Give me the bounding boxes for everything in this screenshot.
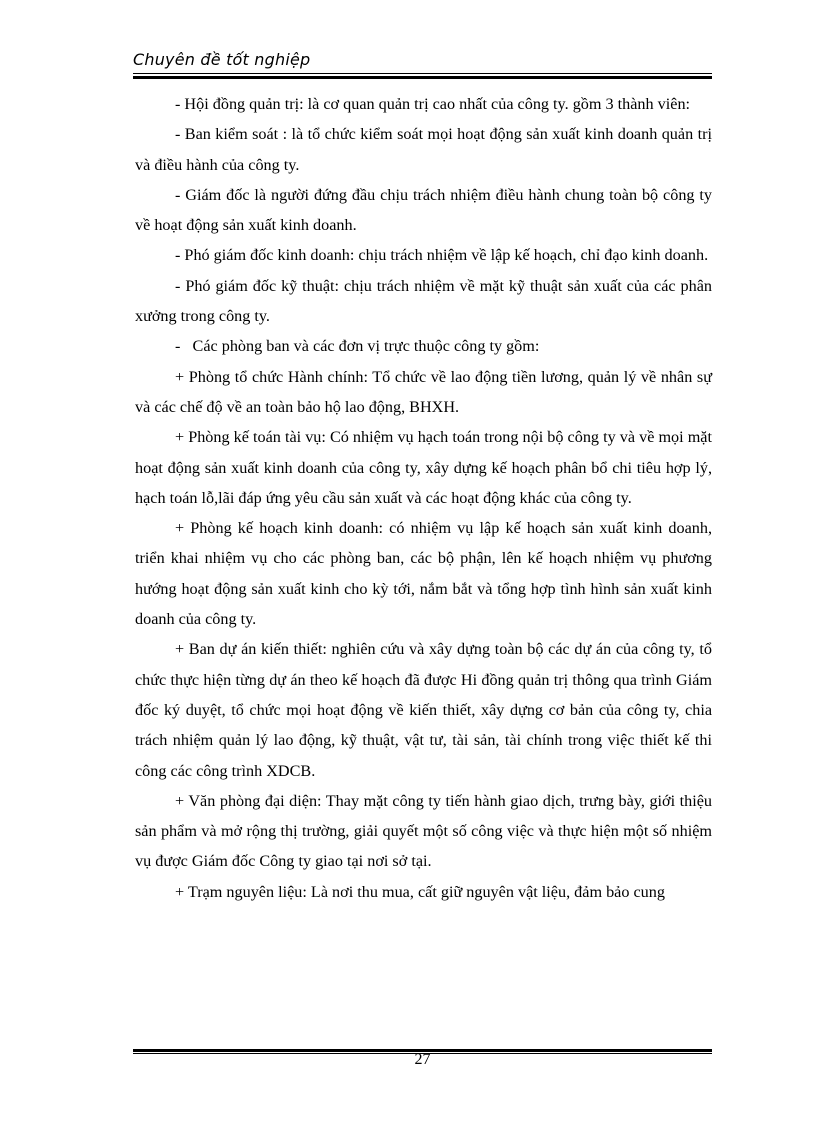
header-rule-thin [133,73,712,74]
paragraph-materials-station: + Trạm nguyên liệu: Là nơi thu mua, cất giữ nguyên vật liệu, đảm bảo cung [175,882,665,901]
header-rule-thick [133,76,712,79]
paragraph-departments-intro: - Các phòng ban và các đơn vị trực thuộc công ty gồm: [175,337,540,356]
paragraph-deputy-technical: - Phó giám đốc kỹ thuật: chịu trách nhiệm về mặt kỹ thuật sản xuất của các phân xưởng trong công ty. [135,276,712,326]
paragraph-supervisory-board: - Ban kiểm soát : là tổ chức kiểm soát mọi hoạt động sản xuất kinh doanh quản trị và điều hành của công ty. [135,125,712,174]
paragraph-deputy-business: - Phó giám đốc kinh doanh: chịu trách nhiệm về lập kế hoạch, chỉ đạo kinh doanh. [175,246,709,265]
paragraph-director: - Giám đốc là người đứng đầu chịu trách nhiệm điều hành chung toàn bộ công ty về hoạt động sản xuất kinh doanh. [135,185,712,235]
page-number: 27 [414,1051,431,1068]
paragraph-representative-office: + Văn phòng đại diện: Thay mặt công ty tiến hành giao dịch, trưng bày, giới thiệu sản phẩm và mở rộng thị trường, giải quyết một số công việc và thực hiện một số nhiệm vụ được Giám đốc Công ty giao tại nơi sở tại. [135,791,712,871]
header-title: Chuyên đề tốt nghiệp [133,50,311,69]
paragraph-board-of-directors: - Hội đồng quản trị: là cơ quan quản trị cao nhất của công ty. gồm 3 thành viên: [175,95,691,113]
body-text [135,89,712,907]
paragraph-construction-projects: + Ban dự án kiến thiết: nghiên cứu và xây dựng toàn bộ các dự án của công ty, tổ chức thực hiện từng dự án theo kế hoạch đã được Hi đồng quản trị thông qua trình Giám đốc ký duyệt, tổ chức mọi hoạt động về kiến thiết, xây dựng cơ bản của công ty, chia trách nhiệm quản lý lao động, kỹ thuật, vật tư, tài sản, tài chính trong việc thiết kế thi công các công trình XDCB. [135,640,712,780]
paragraph-planning-department: + Phòng kế hoạch kinh doanh: có nhiệm vụ lập kế hoạch sản xuất kinh doanh, triển khai nhiệm vụ cho các phòng ban, các bộ phận, lên kế hoạch nhiệm vụ phương hướng hoạt động sản xuất kinh cho kỳ tới, nắm bắt và tổng hợp tình hình sản xuất kinh doanh của công ty. [135,519,712,629]
paragraph-admin-department: + Phòng tổ chức Hành chính: Tổ chức về lao động tiền lương, quản lý về nhân sự và các chế độ về an toàn bảo hộ lao động, BHXH. [135,367,712,416]
paragraph-accounting-department: + Phòng kế toán tài vụ: Có nhiệm vụ hạch toán trong nội bộ công ty và về mọi mặt hoạt động sản xuất kinh doanh của công ty, xây dựng kế hoạch phân bổ chi tiêu hợp lý, hạch toán lỗ,lãi đáp ứng yêu cầu sản xuất và các hoạt động khác của công ty. [135,428,712,507]
